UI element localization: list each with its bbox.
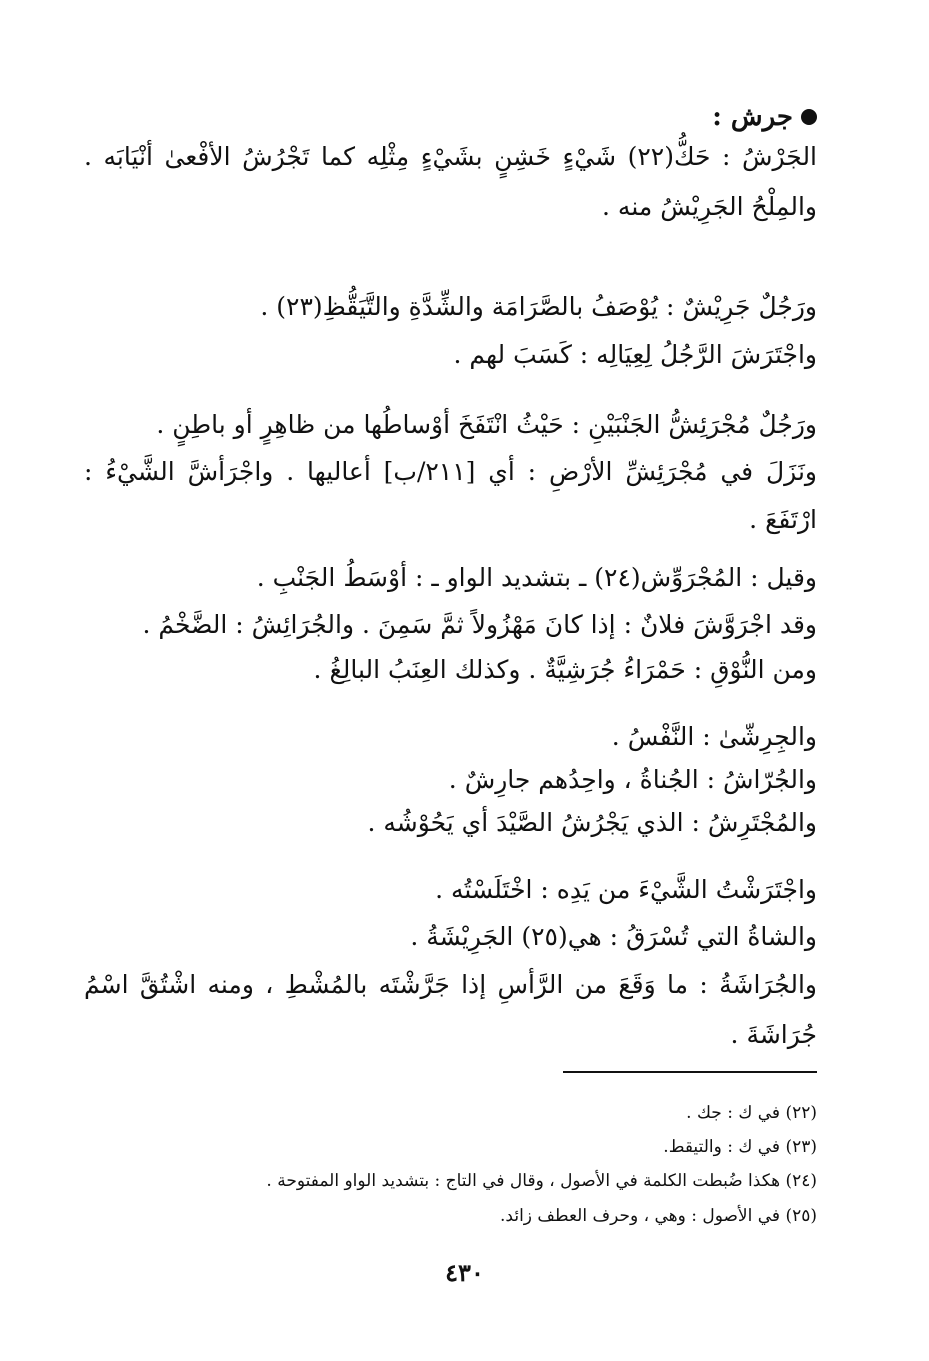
footnote: (٢٢) في ك : جك . — [686, 1103, 817, 1123]
text-line: والمُجْتَرِشُ : الذي يَجْرُشُ الصَّيْدَ أي يَحُوْشُه . — [367, 808, 817, 837]
text-line: الجَرْشُ : حَكُّ(٢٢) شَيْءٍ خَشِنٍ بشَيْءٍ مِثْلِه كما تَجْرُشُ الأفْعىٰ أنْيَابَه . — [84, 142, 818, 171]
footnote: (٢٥) في الأصول : وهي ، وحرف العطف زائد. — [500, 1206, 817, 1226]
page-number: ٤٣٠ — [445, 1258, 484, 1287]
text-line: واجْتَرَشْتُ الشَّيْءَ من يَدِه : اخْتَلَسْتُه . — [435, 875, 817, 904]
text-line: والجُرَاشَةُ : ما وَقَعَ من الرَّأسِ إذا جَرَّشْتَه بالمُشْطِ ، ومنه اشْتُقَّ اسْمُ — [84, 970, 817, 999]
text-line: ارْتَفَعَ . — [749, 505, 817, 534]
text-line: والجِرِشّىٰ : النَّفْسُ . — [611, 722, 817, 751]
entry-heading-text: جرش : — [712, 102, 793, 132]
text-line: ونَزَلَ في مُجْرَئِشِّ الأرْضِ : أي [٢١١/ب] أعاليها . واجْرَأشَّ الشَّيْءُ : — [84, 457, 817, 486]
text-line: جُرَاشَةَ . — [730, 1020, 817, 1049]
footnote: (٢٤) هكذا ضُبطت الكلمة في الأصول ، وقال في التاج : بتشديد الواو المفتوحة . — [266, 1171, 817, 1191]
footnote: (٢٣) في ك : والتيقط. — [663, 1137, 817, 1157]
text-line: والجُرّاشُ : الجُناةُ ، واحِدُهم جارِشٌ . — [448, 765, 817, 794]
text-line: ورَجُلٌ مُجْرَئِشُّ الجَنْبَيْنِ : حَيْثُ انْتَفَخَ أوْساطُها من ظاهِرٍ أو باطِنٍ . — [156, 410, 817, 439]
text-line: واجْتَرَشَ الرَّجُلُ لِعِيَالِه : كَسَبَ لهم . — [453, 340, 817, 369]
text-line: وقيل : المُجْرَوِّش(٢٤) ـ بتشديد الواو ـ : أوْسَطُ الجَنْبِ . — [256, 563, 817, 592]
entry-heading — [712, 102, 817, 132]
footnote-separator — [563, 1071, 817, 1073]
text-line: ورَجُلٌ جَرِيْشٌ : يُوْصَفُ بالصَّرَامَة والشِّدَّةِ والتَّيَقُّظِ(٢٣) . — [260, 292, 817, 321]
text-line: والمِلْحُ الجَرِيْشُ منه . — [602, 192, 817, 221]
bullet-icon — [801, 109, 817, 125]
text-line: وقد اجْرَوَّشَ فلانٌ : إذا كانَ مَهْزُولاً ثمَّ سَمِنَ . والجُرَائِشُ : الضَّخْمُ . — [142, 610, 817, 639]
text-line: ومن النُّوْقِ : حَمْرَاءُ جُرَشِيَّةٌ . وكذلك العِنَبُ البالِغُ . — [313, 655, 817, 684]
text-line: والشاةُ التي تُسْرَقُ : هي(٢٥) الجَرِيْشَةُ . — [410, 922, 817, 951]
